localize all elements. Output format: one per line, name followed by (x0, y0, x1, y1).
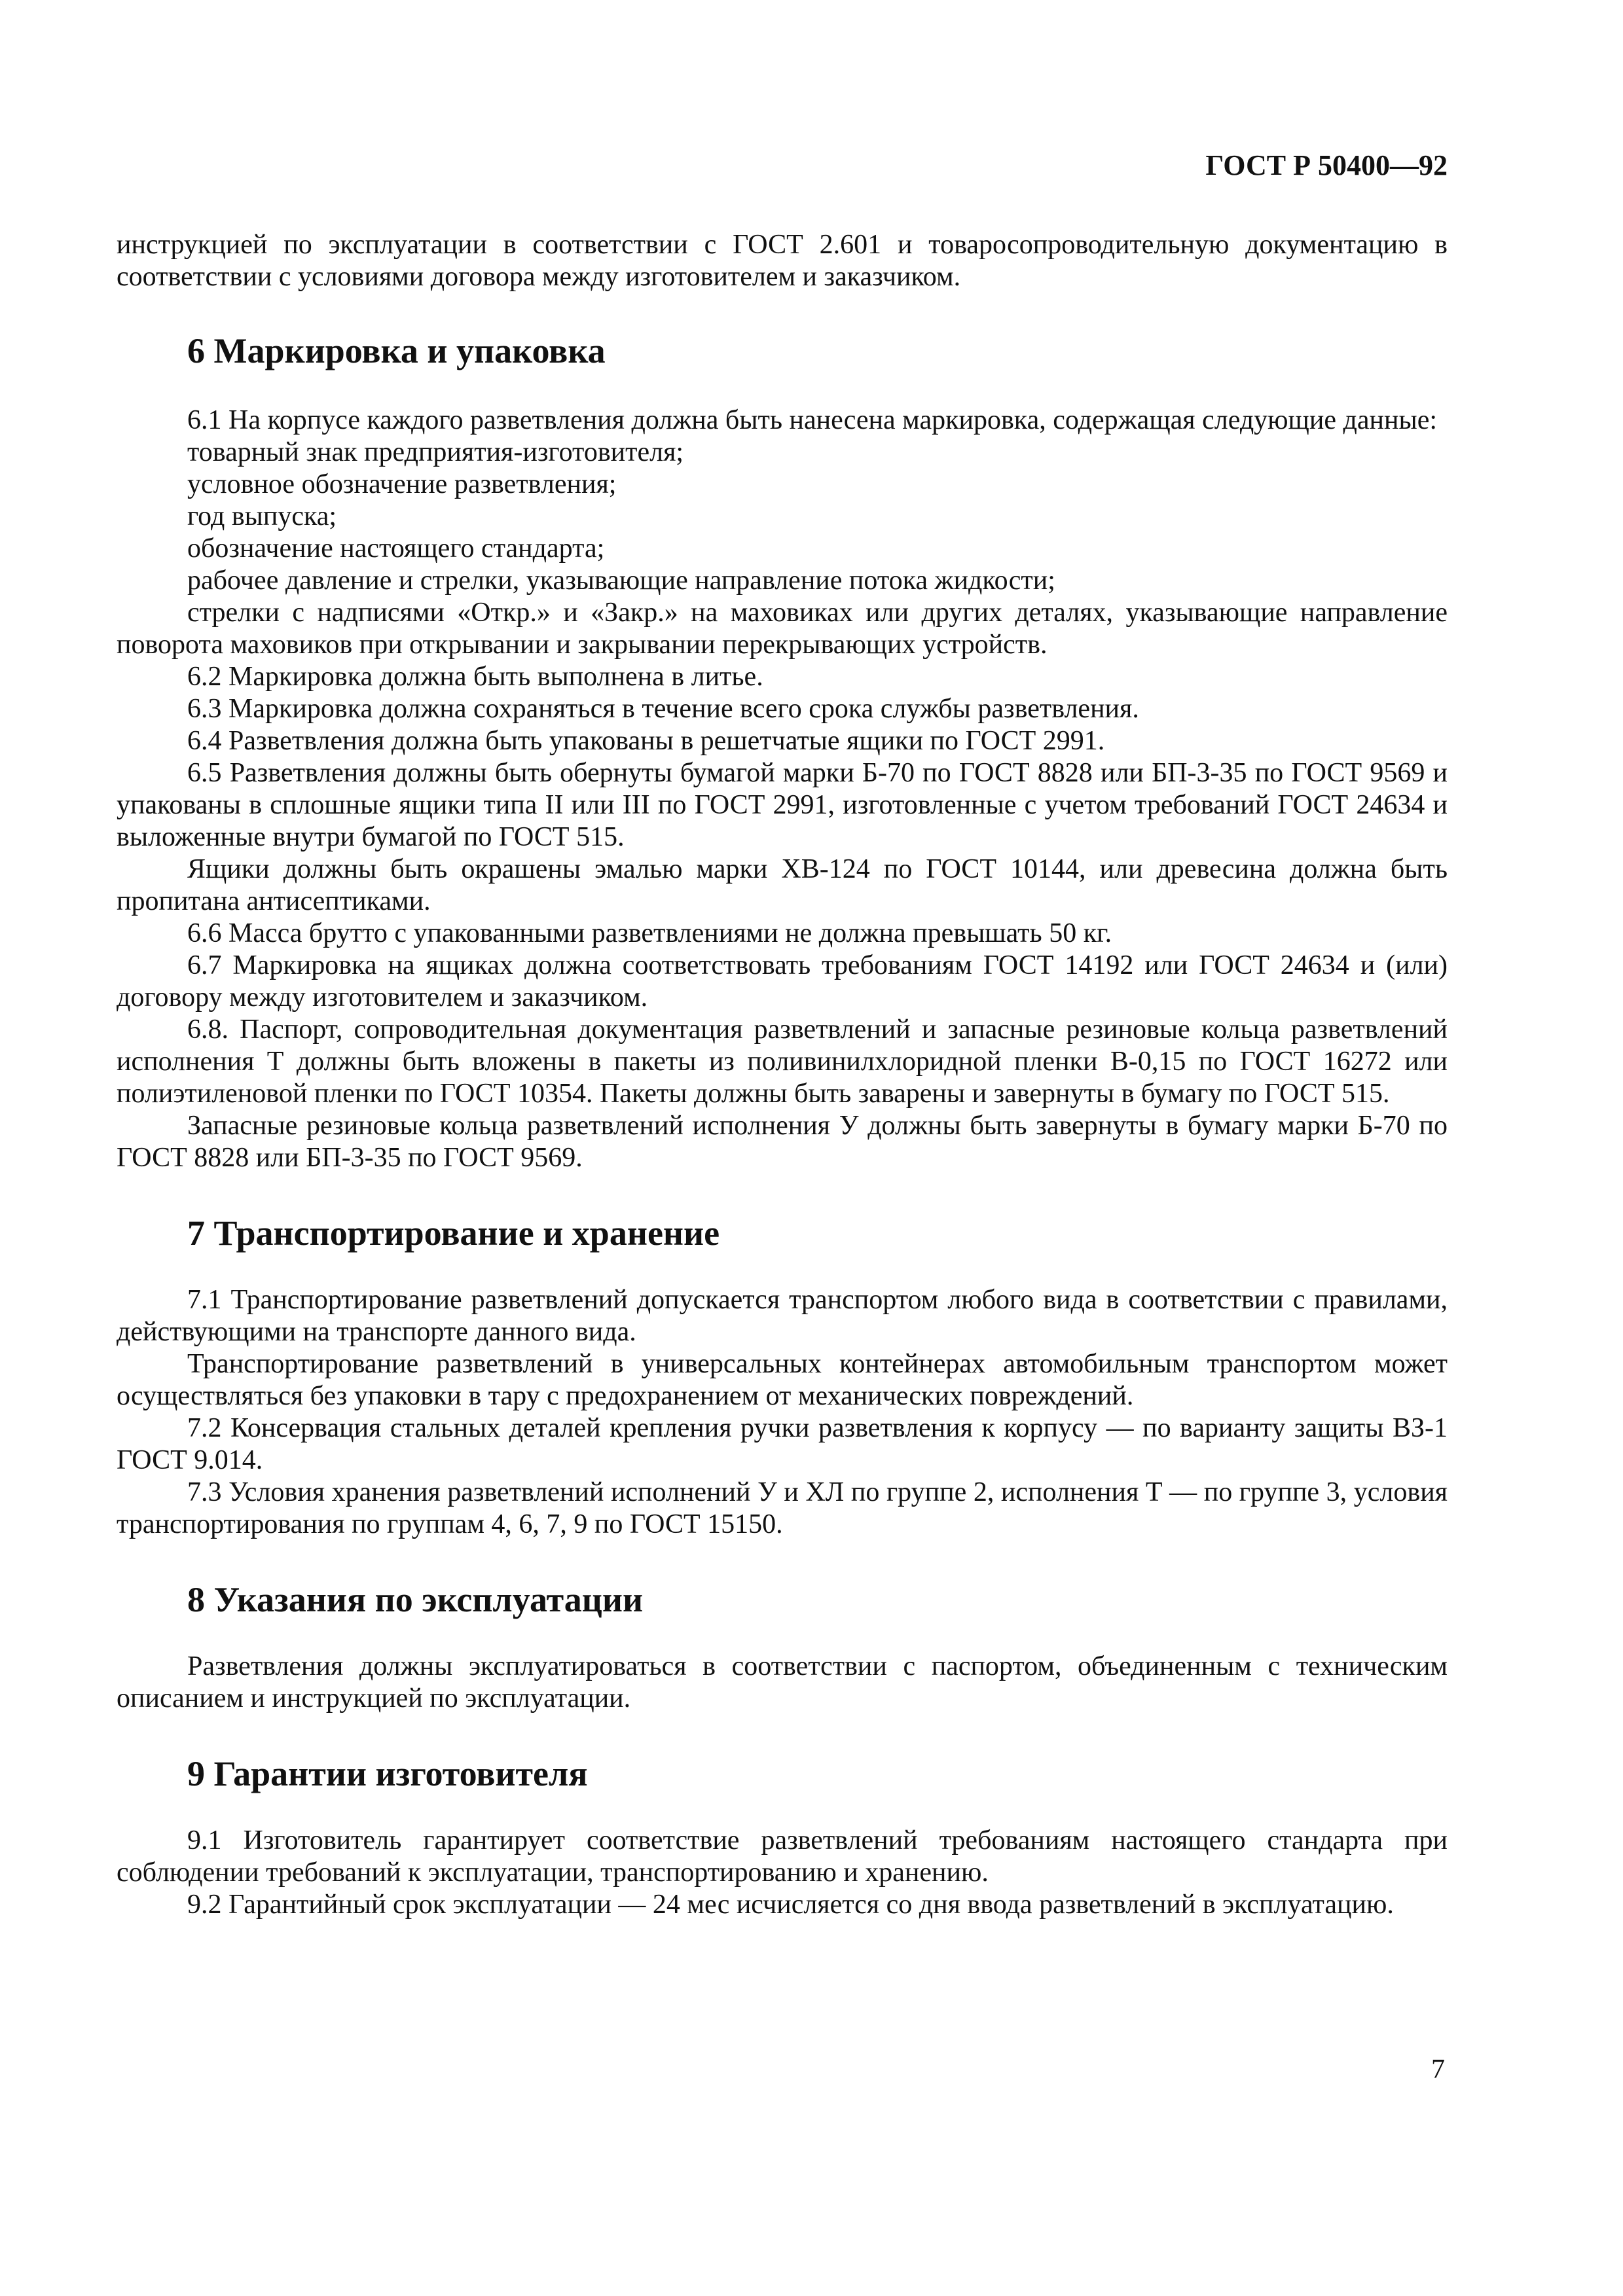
paragraph-6-2: 6.2 Маркировка должна быть выполнена в литье. (187, 662, 763, 692)
paragraph-9-1: 9.1 Изготовитель гарантирует соответствие разветвлений требованиям настоящего стандарта при соблюдении требований к эксплуатации, транспортированию и хранению. (117, 1825, 1448, 1888)
list-item: условное обозначение разветвления; (187, 469, 617, 499)
paragraph-6-4: 6.4 Разветвления должна быть упакованы в решетчатые ящики по ГОСТ 2991. (187, 726, 1105, 756)
paragraph-6-6: 6.6 Масса брутто с упакованными разветвлениями не должна превышать 50 кг. (187, 918, 1112, 948)
document-body (117, 229, 1448, 1921)
paragraph-8: Разветвления должны эксплуатироваться в соответствии с паспортом, объединенным с техническим описанием и инструкцией по эксплуатации. (117, 1651, 1448, 1713)
paragraph-6-5-crates: Ящики должны быть окрашены эмалью марки ХВ-124 по ГОСТ 10144, или древесина должна быть пропитана антисептиками. (117, 854, 1448, 916)
section-9-title: 9 Гарантии изготовителя (187, 1754, 588, 1793)
section-8-title: 8 Указания по эксплуатации (187, 1580, 644, 1619)
list-item: год выпуска; (187, 501, 337, 531)
paragraph-7-2: 7.2 Консервация стальных деталей крепления ручки разветвления к корпусу — по варианту защиты ВЗ-1 ГОСТ 9.014. (117, 1413, 1448, 1475)
paragraph-7-3: 7.3 Условия хранения разветвлений исполнений У и ХЛ по группе 2, исполнения Т — по группе 3, условия транспортирования по группам 4, 6, 7, 9 по ГОСТ 15150. (117, 1477, 1448, 1539)
page-number: 7 (1431, 2054, 1445, 2085)
paragraph-6-3: 6.3 Маркировка должна сохраняться в течение всего срока службы разветвления. (187, 694, 1139, 724)
section-6-title: 6 Маркировка и упаковка (187, 331, 606, 370)
document-code: ГОСТ Р 50400—92 (1205, 149, 1448, 181)
paragraph-7-1: 7.1 Транспортирование разветвлений допускается транспортом любого вида в соответствии с правилами, действующими на транспорте данного вида. (117, 1285, 1448, 1347)
section-7-title: 7 Транспортирование и хранение (187, 1213, 720, 1253)
paragraph-9-2: 9.2 Гарантийный срок эксплуатации — 24 мес исчисляется со дня ввода разветвлений в эксплуатацию. (187, 1890, 1394, 1920)
intro-paragraph: инструкцией по эксплуатации в соответствии с ГОСТ 2.601 и товаросопроводительную документацию в соответствии с условиями договора между изготовителем и заказчиком. (117, 230, 1448, 292)
list-item-arrows: стрелки с надписями «Откр.» и «Закр.» на маховиках или других деталях, указывающие направление поворота маховиков при открывании и закрывании перекрывающих устройств. (117, 598, 1448, 660)
paragraph-6-7: 6.7 Маркировка на ящиках должна соответствовать требованиям ГОСТ 14192 или ГОСТ 24634 и (или) договору между изготовителем и заказчиком. (117, 950, 1448, 1013)
list-item: обозначение настоящего стандарта; (187, 533, 605, 564)
list-item: рабочее давление и стрелки, указывающие направление потока жидкости; (187, 565, 1055, 596)
list-item: товарный знак предприятия-изготовителя; (187, 437, 684, 467)
paragraph-7-1-containers: Транспортирование разветвлений в универсальных контейнерах автомобильным транспортом может осуществляться без упаковки в тару с предохранением от механических повреждений. (117, 1349, 1448, 1411)
paragraph-6-1: 6.1 На корпусе каждого разветвления должна быть нанесена маркировка, содержащая следующие данные: (187, 405, 1438, 435)
paragraph-6-8-rings: Запасные резиновые кольца разветвлений исполнения У должны быть завернуты в бумагу марки Б-70 по ГОСТ 8828 или БП-3-35 по ГОСТ 9569. (117, 1111, 1448, 1173)
paragraph-6-5: 6.5 Разветвления должны быть обернуты бумагой марки Б-70 по ГОСТ 8828 или БП-3-35 по ГОСТ 9569 и упакованы в сплошные ящики типа II или III по ГОСТ 2991, изготовленные с учетом требований ГОСТ 24634 и выложенные внутри бумагой по ГОСТ 515. (117, 758, 1448, 852)
paragraph-6-8: 6.8. Паспорт, сопроводительная документация разветвлений и запасные резиновые кольца разветвлений исполнения Т должны быть вложены в пакеты из поливинилхлоридной пленки В-0,15 по ГОСТ 16272 или полиэтиленовой пленки по ГОСТ 10354. Пакеты должны быть заварены и завернуты в бумагу по ГОСТ 515. (117, 1014, 1448, 1109)
